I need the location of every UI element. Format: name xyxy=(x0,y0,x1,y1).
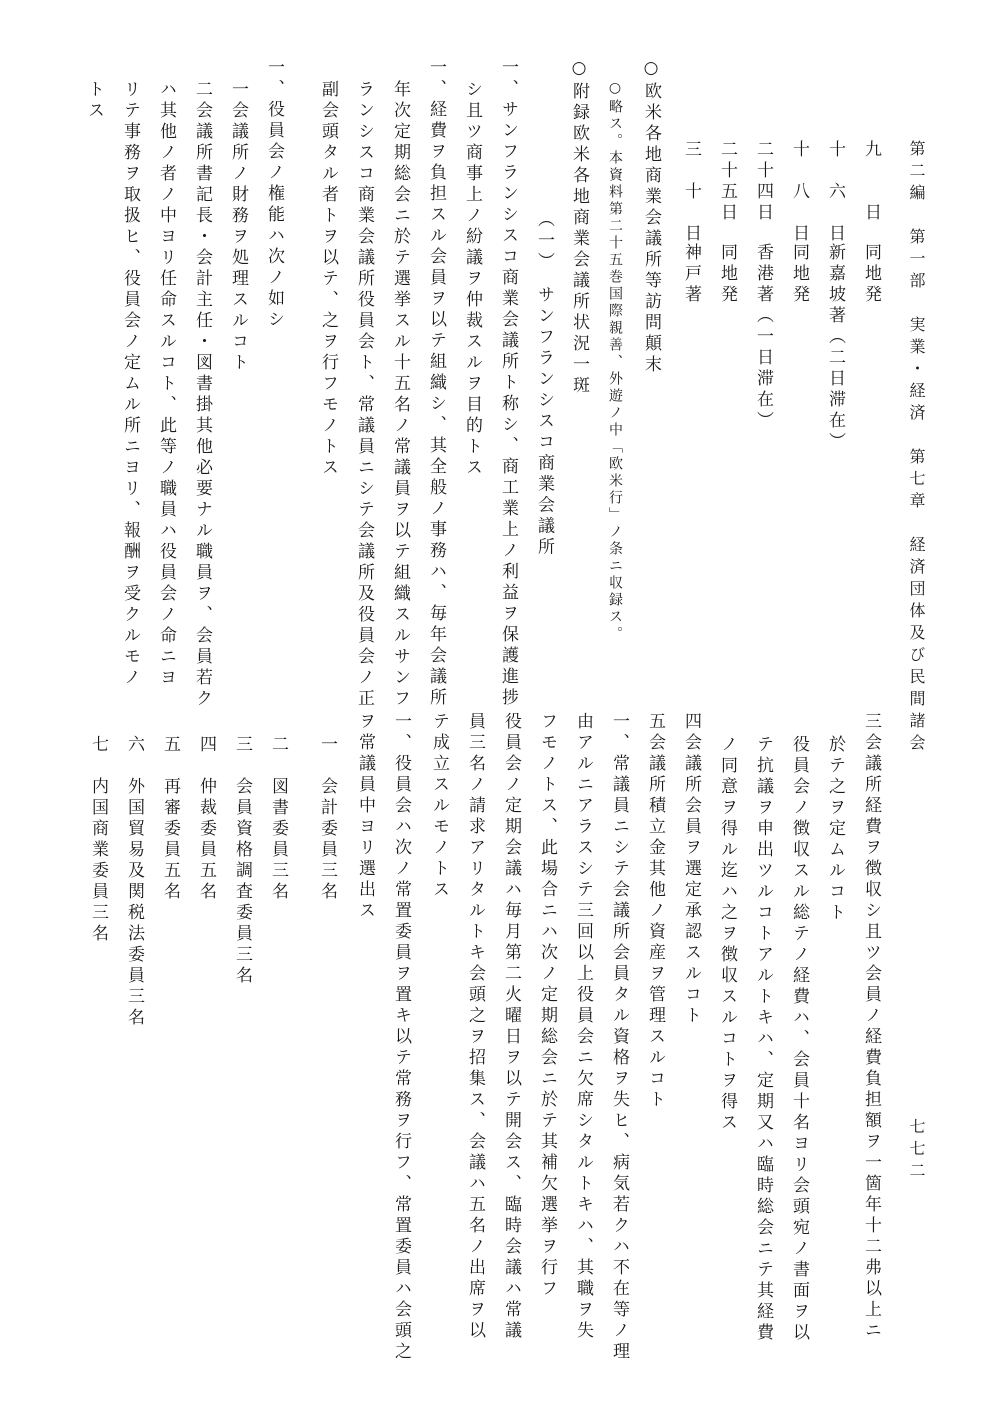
text-line: ヲ常議員中ヨリ選出ス xyxy=(355,712,375,922)
text-line: 一会議所ノ財務ヲ処理スルコト xyxy=(228,80,248,374)
schedule-text: 香港著（一日滞在） xyxy=(753,243,773,432)
text-line: 一、常議員ニシテ会議所会員タル資格ヲ失ヒ、病気若クハ不在等ノ理 xyxy=(609,712,629,1363)
text-line: 年次定期総会ニ於テ選挙スル十五名ノ常議員ヲ以テ組織スルサンフ xyxy=(390,80,410,710)
subsection-heading: （一） サンフランシスコ商業会議所 xyxy=(534,210,554,559)
running-head: 第二編 第一部 実業・経済 第七章 経済団体及び民間諸会 xyxy=(907,140,926,756)
text-line: ノ同意ヲ得ル迄ハ之ヲ徴収スルコトヲ得ス xyxy=(717,735,737,1134)
schedule-day: 十 八 日 xyxy=(789,140,809,245)
list-item: 六 外国貿易及関税法委員三名 xyxy=(124,735,144,1029)
text-line: 一、役員会ノ権能ハ次ノ如シ xyxy=(264,58,284,331)
schedule-day: 九 日 xyxy=(861,140,881,224)
text-line: 於テ之ヲ定ムルコト xyxy=(825,735,845,924)
text-line: ランシスコ商業会議所役員会ト、常議員ニシテ会議所及役員会ノ正 xyxy=(354,80,374,710)
schedule-text: 神戸著 xyxy=(681,243,701,306)
page-number: 七七二 xyxy=(907,1118,926,1184)
text-line: ハ其他ノ者ノ中ヨリ任命スルコト、此等ノ職員ハ役員会ノ命ニヨ xyxy=(156,80,176,689)
text-line: 一、サンフランシスコ商業会議所ト称シ、商工業上ノ利益ヲ保護進捗 xyxy=(498,58,518,709)
text-line: 一、経費ヲ負担スル会員ヲ以テ組織シ、其全般ノ事務ハ、毎年会議所 xyxy=(426,58,446,709)
schedule-text: 同地発 xyxy=(861,243,881,306)
schedule-day: 十 六 日 xyxy=(825,140,845,245)
text-line: 四会議所会員ヲ選定承認スルコト xyxy=(681,712,701,1027)
list-item: 七 内国商業委員三名 xyxy=(88,735,108,945)
text-line: 二会議所書記長・会計主任・図書掛其他必要ナル職員ヲ、会員若ク xyxy=(192,80,212,710)
editorial-note: ○略ス。本資料第二十五巻国際親善、外遊ノ中「欧米行」ノ条ニ収録ス。 xyxy=(607,80,623,643)
schedule-text: 同地発 xyxy=(717,243,737,306)
list-item: 三 会員資格調査委員三名 xyxy=(232,735,252,987)
text-line: 一、役員会ハ次ノ常置委員ヲ置キ以テ常務ヲ行フ、常置委員ハ会頭之 xyxy=(391,712,411,1363)
schedule-text: 新嘉坡著（二日滞在） xyxy=(825,243,845,453)
schedule-day: 三 十 日 xyxy=(681,140,701,245)
text-line: リテ事務ヲ取扱ヒ、役員会ノ定ムル所ニヨリ、報酬ヲ受クルモノ xyxy=(120,80,140,689)
text-line: 由アルニアラスシテ三回以上役員会ニ欠席シタルトキハ、其職ヲ失 xyxy=(573,712,593,1342)
schedule-day: 二十四日 xyxy=(753,140,773,224)
section-heading: ○欧米各地商業会議所等訪問顛末 xyxy=(641,58,661,376)
list-item: 四 仲裁委員五名 xyxy=(196,735,216,903)
list-item: 一 会計委員三名 xyxy=(317,735,337,903)
schedule-text: 同地発 xyxy=(789,243,809,306)
list-item: 五 再審委員五名 xyxy=(160,735,180,903)
text-line: 副会頭タル者トヲ以テ、之ヲ行フモノトス xyxy=(318,80,338,479)
text-line: 役員会ノ定期会議ハ毎月第二火曜日ヲ以テ開会ス、臨時会議ハ常議 xyxy=(501,712,521,1342)
text-line: シ且ツ商事上ノ紛議ヲ仲裁スルヲ目的トス xyxy=(462,80,482,479)
text-line: テ成立スルモノトス xyxy=(429,712,449,901)
text-line: 役員会ノ徴収スル総テノ経費ハ、会員十名ヨリ会頭宛ノ書面ヲ以 xyxy=(789,735,809,1344)
text-line: 五会議所積立金其他ノ資産ヲ管理スルコト xyxy=(645,712,665,1111)
text-line: 三会議所経費ヲ徴収シ且ツ会員ノ経費負担額ヲ一箇年十二弗以上ニ xyxy=(861,712,881,1342)
section-heading: ○附録欧米各地商業会議所状況一斑 xyxy=(569,58,589,397)
text-line: トス xyxy=(84,80,104,122)
schedule-day: 二十五日 xyxy=(717,140,737,224)
text-line: 員三名ノ請求アリタルトキ会頭之ヲ招集ス、会議ハ五名ノ出席ヲ以 xyxy=(465,712,485,1342)
text-line: テ抗議ヲ申出ツルコトアルトキハ、定期又ハ臨時総会ニテ其経費 xyxy=(753,735,773,1344)
list-item: 二 図書委員三名 xyxy=(268,735,288,903)
text-line: フモノトス、此場合ニハ次ノ定期総会ニ於テ其補欠選挙ヲ行フ xyxy=(537,712,557,1300)
